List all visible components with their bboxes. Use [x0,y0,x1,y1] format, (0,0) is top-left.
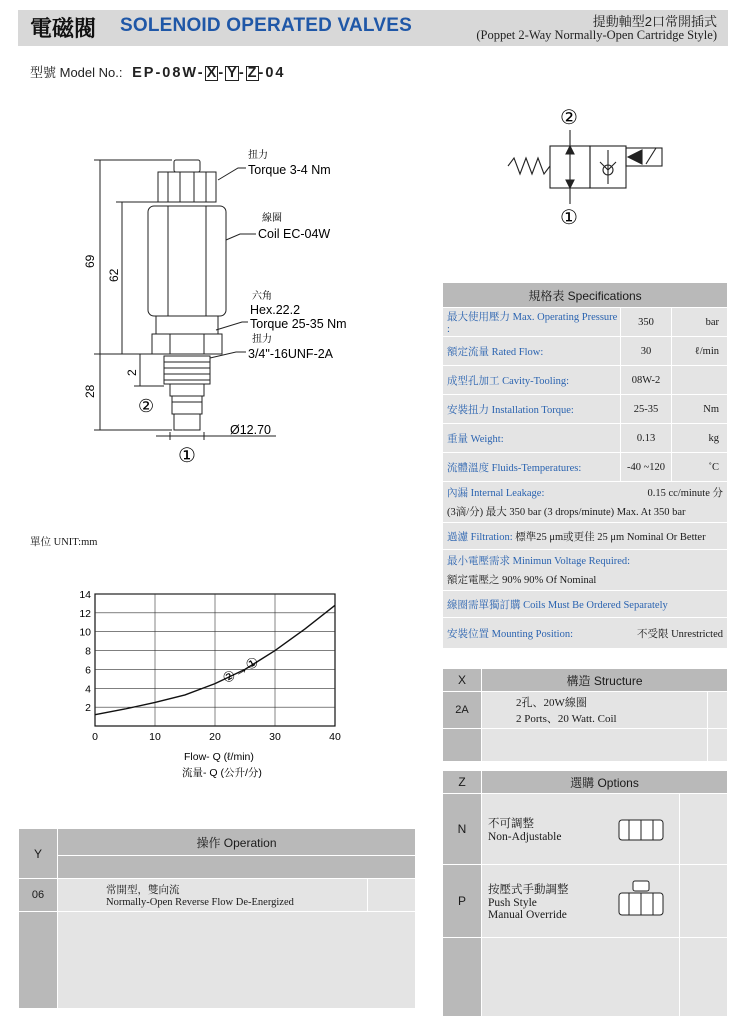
spec-row [443,308,728,337]
torque-en: Torque 3-4 Nm [248,163,331,177]
operation-col: Y [19,829,58,879]
options-table [442,770,728,1017]
spec-row [443,337,728,366]
operation-table [18,828,416,1009]
spec-row [443,366,728,395]
symbol-port2: ② [560,107,578,129]
dim-2: 2 [125,369,139,376]
leak-value: 0.15 cc/minute 分 [647,488,723,499]
option-n-code: N [443,794,482,865]
options-header: 選購 Options [482,771,728,794]
chart-annotation: ②→① [219,653,262,687]
option-p-code: P [443,865,482,938]
operation-cn: 常開型，雙向流 [106,885,180,896]
spec-row-label: 成型孔加工 Cavity-Tooling: [443,366,621,395]
spec-row-label: 重量 Weight: [443,424,621,453]
structure-table [442,668,728,762]
thread-spec: 3/4"-16UNF-2A [248,347,334,361]
torque2-cn: 扭力 [252,334,272,345]
hex-cn: 六角 [252,291,272,302]
spec-row-value: 350 [621,308,672,337]
x-tick-label: 20 [209,731,221,743]
option-n-cn: 不可調整 [488,818,534,830]
spec-row-value: 08W-2 [621,366,672,395]
spec-row-value: -40 ~120 [621,453,672,482]
title-en: SOLENOID OPERATED VALVES [120,15,412,36]
structure-col: X [443,669,482,692]
title-cn: 電磁閥 [30,16,97,41]
spec-row-label: 安裝扭力 Installation Torque: [443,395,621,424]
pressure-chart [30,580,360,790]
mount-value: 不受限 Unrestricted [636,628,723,640]
x-tick-label: 10 [149,731,161,743]
spec-row-value: 25-35 [621,395,672,424]
hex-en: Hex.22.2 [250,303,301,317]
spec-row-label: 額定流量 Rated Flow: [443,337,621,366]
port1-label: ① [178,445,196,467]
mount-label: 安裝位置 Mounting Position: [447,628,574,640]
y-tick-label: 6 [85,664,91,677]
hydraulic-symbol [500,100,680,235]
valve-drawing [60,140,380,480]
non-adjustable-icon [615,814,667,844]
x-label-en: Flow- Q (ℓ/min) [184,751,254,763]
spec-row-label: 最大使用壓力 Max. Operating Pressure : [443,308,621,337]
options-col: Z [443,771,482,794]
structure-desc-cn: 2孔、20W線圈 [516,697,587,709]
option-p-en2: Manual Override [488,909,567,921]
option-n-en: Non-Adjustable [488,831,562,843]
model-number [30,62,286,81]
dim-69: 69 [83,254,97,268]
x-tick-label: 0 [92,731,98,743]
y-tick-label: 12 [79,607,91,620]
x-tick-label: 40 [329,731,341,743]
filtration-value: 標準25 μm或更佳 25 μm Nominal Or Better [515,531,706,543]
y-tick-label: 14 [79,589,91,601]
operation-en: Normally-Open Reverse Flow De-Energized [106,897,294,908]
diameter-label: Ø12.70 [230,423,272,437]
torque-cn: 扭力 [248,150,268,161]
spec-row-unit: kg [672,424,728,453]
minv-label: 最小電壓需求 Minimun Voltage Required: [447,556,631,567]
y-tick-label: 2 [85,702,91,715]
coil-en: Coil EC-04W [258,227,331,241]
operation-header: 操作 Operation [58,829,416,856]
minv-value: 額定電壓之 90% 90% Of Nominal [447,575,597,586]
structure-code: 2A [443,692,482,729]
option-p-en: Push Style [488,897,537,909]
x-tick-label: 30 [269,731,281,743]
spec-row-unit [672,366,728,395]
spec-row-unit: Nm [672,395,728,424]
filtration-label: 過濾 Filtration: [447,531,513,543]
torque2-en: Torque 25-35 Nm [250,317,347,331]
spec-row-unit: ℓ/min [672,337,728,366]
spec-row-value: 0.13 [621,424,672,453]
model-code: EP-08W- X - Y - Z -04 [132,65,286,81]
x-label-cn: 流量- Q (公升/分) [182,767,262,779]
coil-cn: 線圈 [262,213,282,224]
dim-28: 28 [83,384,97,398]
model-label: 型號 Model No.: [30,65,123,80]
spec-row-unit: ˚C [672,453,728,482]
chart-ticks [79,589,341,743]
spec-row-value: 30 [621,337,672,366]
y-tick-label: 8 [85,645,91,658]
spec-row-label: 流體溫度 Fluids-Temperatures: [443,453,621,482]
subtitle-en: (Poppet 2-Way Normally-Open Cartridge Style) [476,28,717,42]
dim-62: 62 [107,268,121,282]
spec-header: 規格表 Specifications [443,283,728,308]
leak-label: 內漏 Internal Leakage: [447,488,545,499]
chart-grid [95,594,335,726]
subtitle-cn: 提動軸型2口常開插式 [592,14,717,29]
operation-code: 06 [19,879,58,912]
port2-label: ② [138,396,155,416]
spec-row [443,424,728,453]
coils-note: 線圈需單獨訂購 Coils Must Be Ordered Separately [443,591,728,618]
symbol-port1: ① [560,207,578,229]
spec-row-unit: bar [672,308,728,337]
structure-header: 構造 Structure [482,669,728,692]
spec-table [442,282,728,649]
push-override-icon [615,879,667,923]
option-p-cn: 按壓式手動調整 [488,884,569,896]
spec-row [443,395,728,424]
y-tick-label: 4 [85,683,91,696]
spec-row [443,453,728,482]
structure-desc-en: 2 Ports、20 Watt. Coil [516,713,617,725]
leak-line2: (3滴/分) 最大 350 bar (3 drops/minute) Max. At 350 bar [447,507,686,518]
y-tick-label: 10 [79,626,91,639]
unit-note: 單位 UNIT:mm [30,537,98,548]
